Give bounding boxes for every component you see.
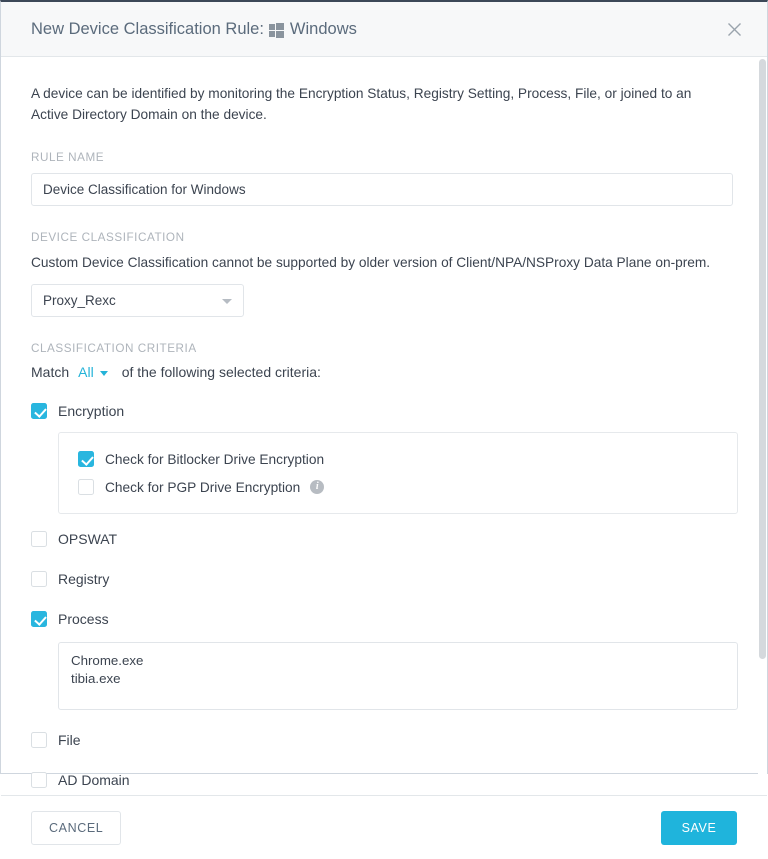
dialog-body [1, 57, 767, 795]
dialog-title [31, 20, 357, 39]
close-icon[interactable] [719, 14, 749, 44]
rule-name-input[interactable] [31, 173, 733, 206]
encryption-option-row-pgp[interactable] [78, 473, 737, 501]
cancel-button[interactable]: CANCEL [31, 811, 121, 845]
device-classification-note: Custom Device Classification cannot be supported by older version of Client/NPA/NSProxy Data Plane on-prem. [31, 255, 711, 270]
body-scrollbar[interactable] [758, 57, 767, 795]
checkbox-opswat[interactable] [31, 531, 47, 547]
device-classification-label: DEVICE CLASSIFICATION [31, 231, 185, 244]
checkbox-bitlocker[interactable] [78, 451, 94, 467]
info-icon[interactable]: i [310, 480, 324, 494]
rule-name-label: RULE NAME [31, 151, 105, 164]
checkbox-encryption[interactable] [31, 403, 47, 419]
criteria-label-ad-domain: AD Domain [58, 772, 130, 788]
criteria-label-encryption: Encryption [58, 403, 125, 419]
save-button[interactable]: SAVE [661, 811, 737, 845]
device-classification-select[interactable] [31, 284, 244, 317]
process-list-textarea[interactable] [58, 642, 738, 710]
encryption-option-label-pgp: Check for PGP Drive Encryption [105, 479, 301, 495]
criteria-row-file[interactable] [31, 725, 730, 755]
windows-icon [269, 23, 284, 37]
body-scrollbar-thumb[interactable] [759, 59, 766, 659]
encryption-options-panel [58, 432, 738, 514]
criteria-row-opswat[interactable] [31, 524, 730, 554]
device-classification-value: Proxy_Rexc [43, 293, 116, 308]
dialog-title-platform: Windows [289, 19, 357, 38]
criteria-row-process[interactable] [31, 604, 730, 634]
match-prefix-label: Match [31, 364, 70, 380]
classification-criteria-label: CLASSIFICATION CRITERIA [31, 342, 197, 355]
encryption-option-label-bitlocker: Check for Bitlocker Drive Encryption [105, 451, 325, 467]
match-mode-select[interactable] [78, 364, 108, 380]
encryption-option-row-bitlocker[interactable] [78, 445, 737, 473]
match-suffix-label: of the following selected criteria: [121, 364, 321, 380]
checkbox-file[interactable] [31, 732, 47, 748]
criteria-row-encryption[interactable] [31, 396, 730, 426]
checkbox-process[interactable] [31, 611, 47, 627]
dialog-title-text: New Device Classification Rule: [31, 19, 264, 38]
checkbox-pgp[interactable] [78, 479, 94, 495]
checkbox-registry[interactable] [31, 571, 47, 587]
criteria-row-registry[interactable] [31, 564, 730, 594]
criteria-label-file: File [58, 732, 81, 748]
criteria-label-registry: Registry [58, 571, 110, 587]
chevron-down-icon [100, 371, 108, 376]
match-row [31, 364, 730, 380]
criteria-label-process: Process [58, 611, 109, 627]
dialog-footer [1, 795, 767, 859]
dialog-header [1, 2, 767, 57]
checkbox-ad-domain[interactable] [31, 772, 47, 788]
match-mode-value: All [78, 364, 94, 380]
criteria-row-ad-domain[interactable] [31, 765, 730, 795]
criteria-label-opswat: OPSWAT [58, 531, 118, 547]
chevron-down-icon [222, 299, 232, 304]
intro-text: A device can be identified by monitoring the Encryption Status, Registry Setting, Process, File, or joined to an Active Directory Domain on the device. [31, 86, 692, 122]
